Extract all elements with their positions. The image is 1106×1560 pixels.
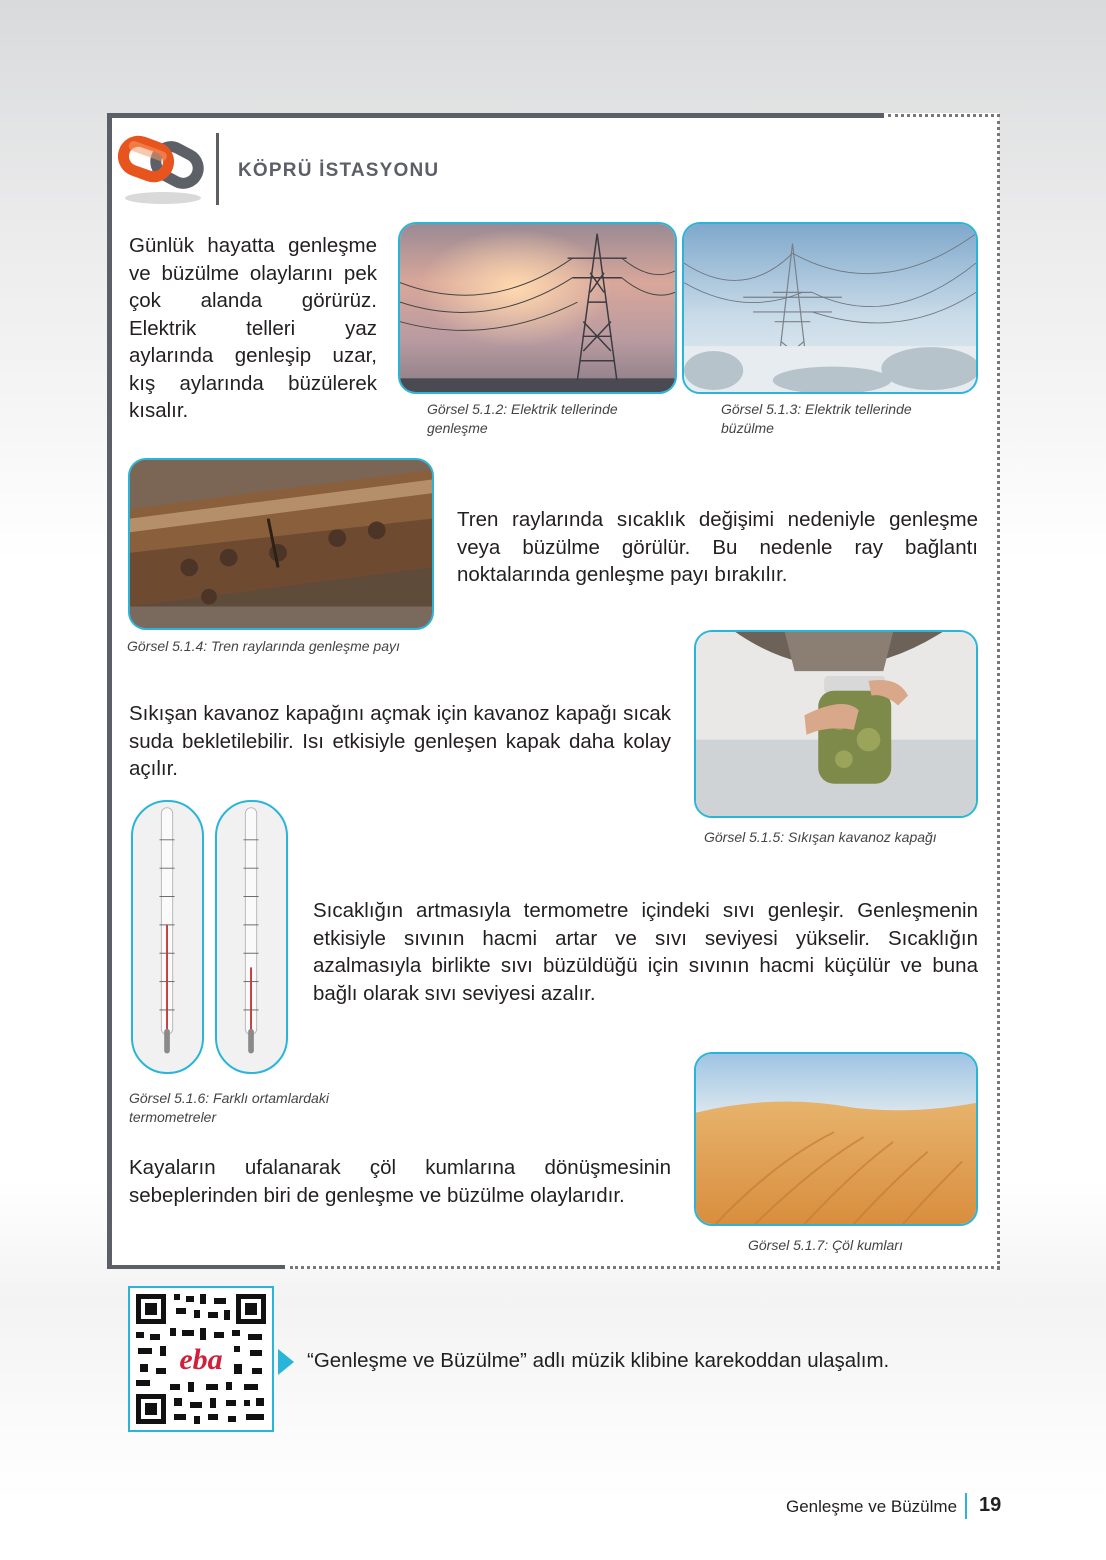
qr-code[interactable]: [128, 1286, 274, 1432]
thermometer-image-1: [131, 800, 204, 1074]
chain-link-icon: [117, 132, 205, 207]
footer-separator: [965, 1493, 967, 1519]
caption-5-1-2: Görsel 5.1.2: Elektrik tellerinde genleşme: [427, 401, 618, 436]
caption-5-1-4: Görsel 5.1.4: Tren raylarında genleşme payı: [127, 638, 400, 654]
eba-logo: eba: [179, 1343, 223, 1376]
thermometer-image-2: [215, 800, 288, 1074]
frame-left-bar: [107, 113, 112, 1269]
caption-5-1-5: Görsel 5.1.5: Sıkışan kavanoz kapağı: [704, 829, 937, 845]
paragraph-thermometer: Sıcaklığın artmasıyla termometre içindeki sıvı genleşir. Genleşmenin etkisiyle sıvının hacmi artar ve sıvı seviyesi yükselir. Sıcaklığın azalmasıyla birlikte sıvı büzüldüğü için sıvının hacmi küçülür ve buna bağlı olarak sıvı seviyesi azalır.: [313, 899, 978, 1005]
heading-separator: [216, 133, 219, 205]
paragraph-power-lines: Günlük hayatta genleşme ve büzülme olaylarını pek çok alanda görürüz. Elektrik telleri yaz aylarında genleşip uzar, kış aylarında büzülerek kısalır.: [129, 234, 377, 422]
caption-5-1-6: Görsel 5.1.6: Farklı ortamlardaki termometreler: [129, 1090, 329, 1125]
caption-5-1-7: Görsel 5.1.7: Çöl kumları: [748, 1237, 903, 1253]
frame-dotted-top: [888, 114, 1000, 117]
photo-jar-lid: [694, 630, 978, 818]
caption-5-1-3: Görsel 5.1.3: Elektrik tellerinde büzülme: [721, 401, 912, 436]
photo-rail-expansion-gap: [128, 458, 434, 630]
photo-power-lines-contraction: [682, 222, 978, 394]
frame-dotted-bottom: [290, 1266, 1000, 1269]
paragraph-rails: Tren raylarında sıcaklık değişimi nedeniyle genleşme veya büzülme görülür. Bu nedenle ray bağlantı noktalarında genleşme payı bırakılır.: [457, 508, 978, 586]
frame-bottom-bar: [107, 1265, 285, 1269]
photo-desert-sand: [694, 1052, 978, 1226]
section-heading: KÖPRÜ İSTASYONU: [238, 160, 440, 181]
qr-pointer-arrow-icon: [278, 1349, 294, 1375]
paragraph-jar: Sıkışan kavanoz kapağını açmak için kavanoz kapağı sıcak suda bekletilebilir. Isı etkisiyle genleşen kapak daha kolay açılır.: [129, 702, 671, 780]
photo-power-lines-expansion: [398, 222, 677, 394]
frame-dotted-right: [997, 114, 1000, 1270]
paragraph-desert: Kayaların ufalanarak çöl kumlarına dönüşmesinin sebeplerinden biri de genleşme ve büzülme olaylarıdır.: [129, 1156, 671, 1207]
qr-instruction: “Genleşme ve Büzülme” adlı müzik klibine karekoddan ulaşalım.: [307, 1349, 890, 1372]
frame-top-bar: [107, 113, 884, 118]
footer-title: Genleşme ve Büzülme: [786, 1497, 958, 1516]
page-number: 19: [979, 1494, 1002, 1516]
